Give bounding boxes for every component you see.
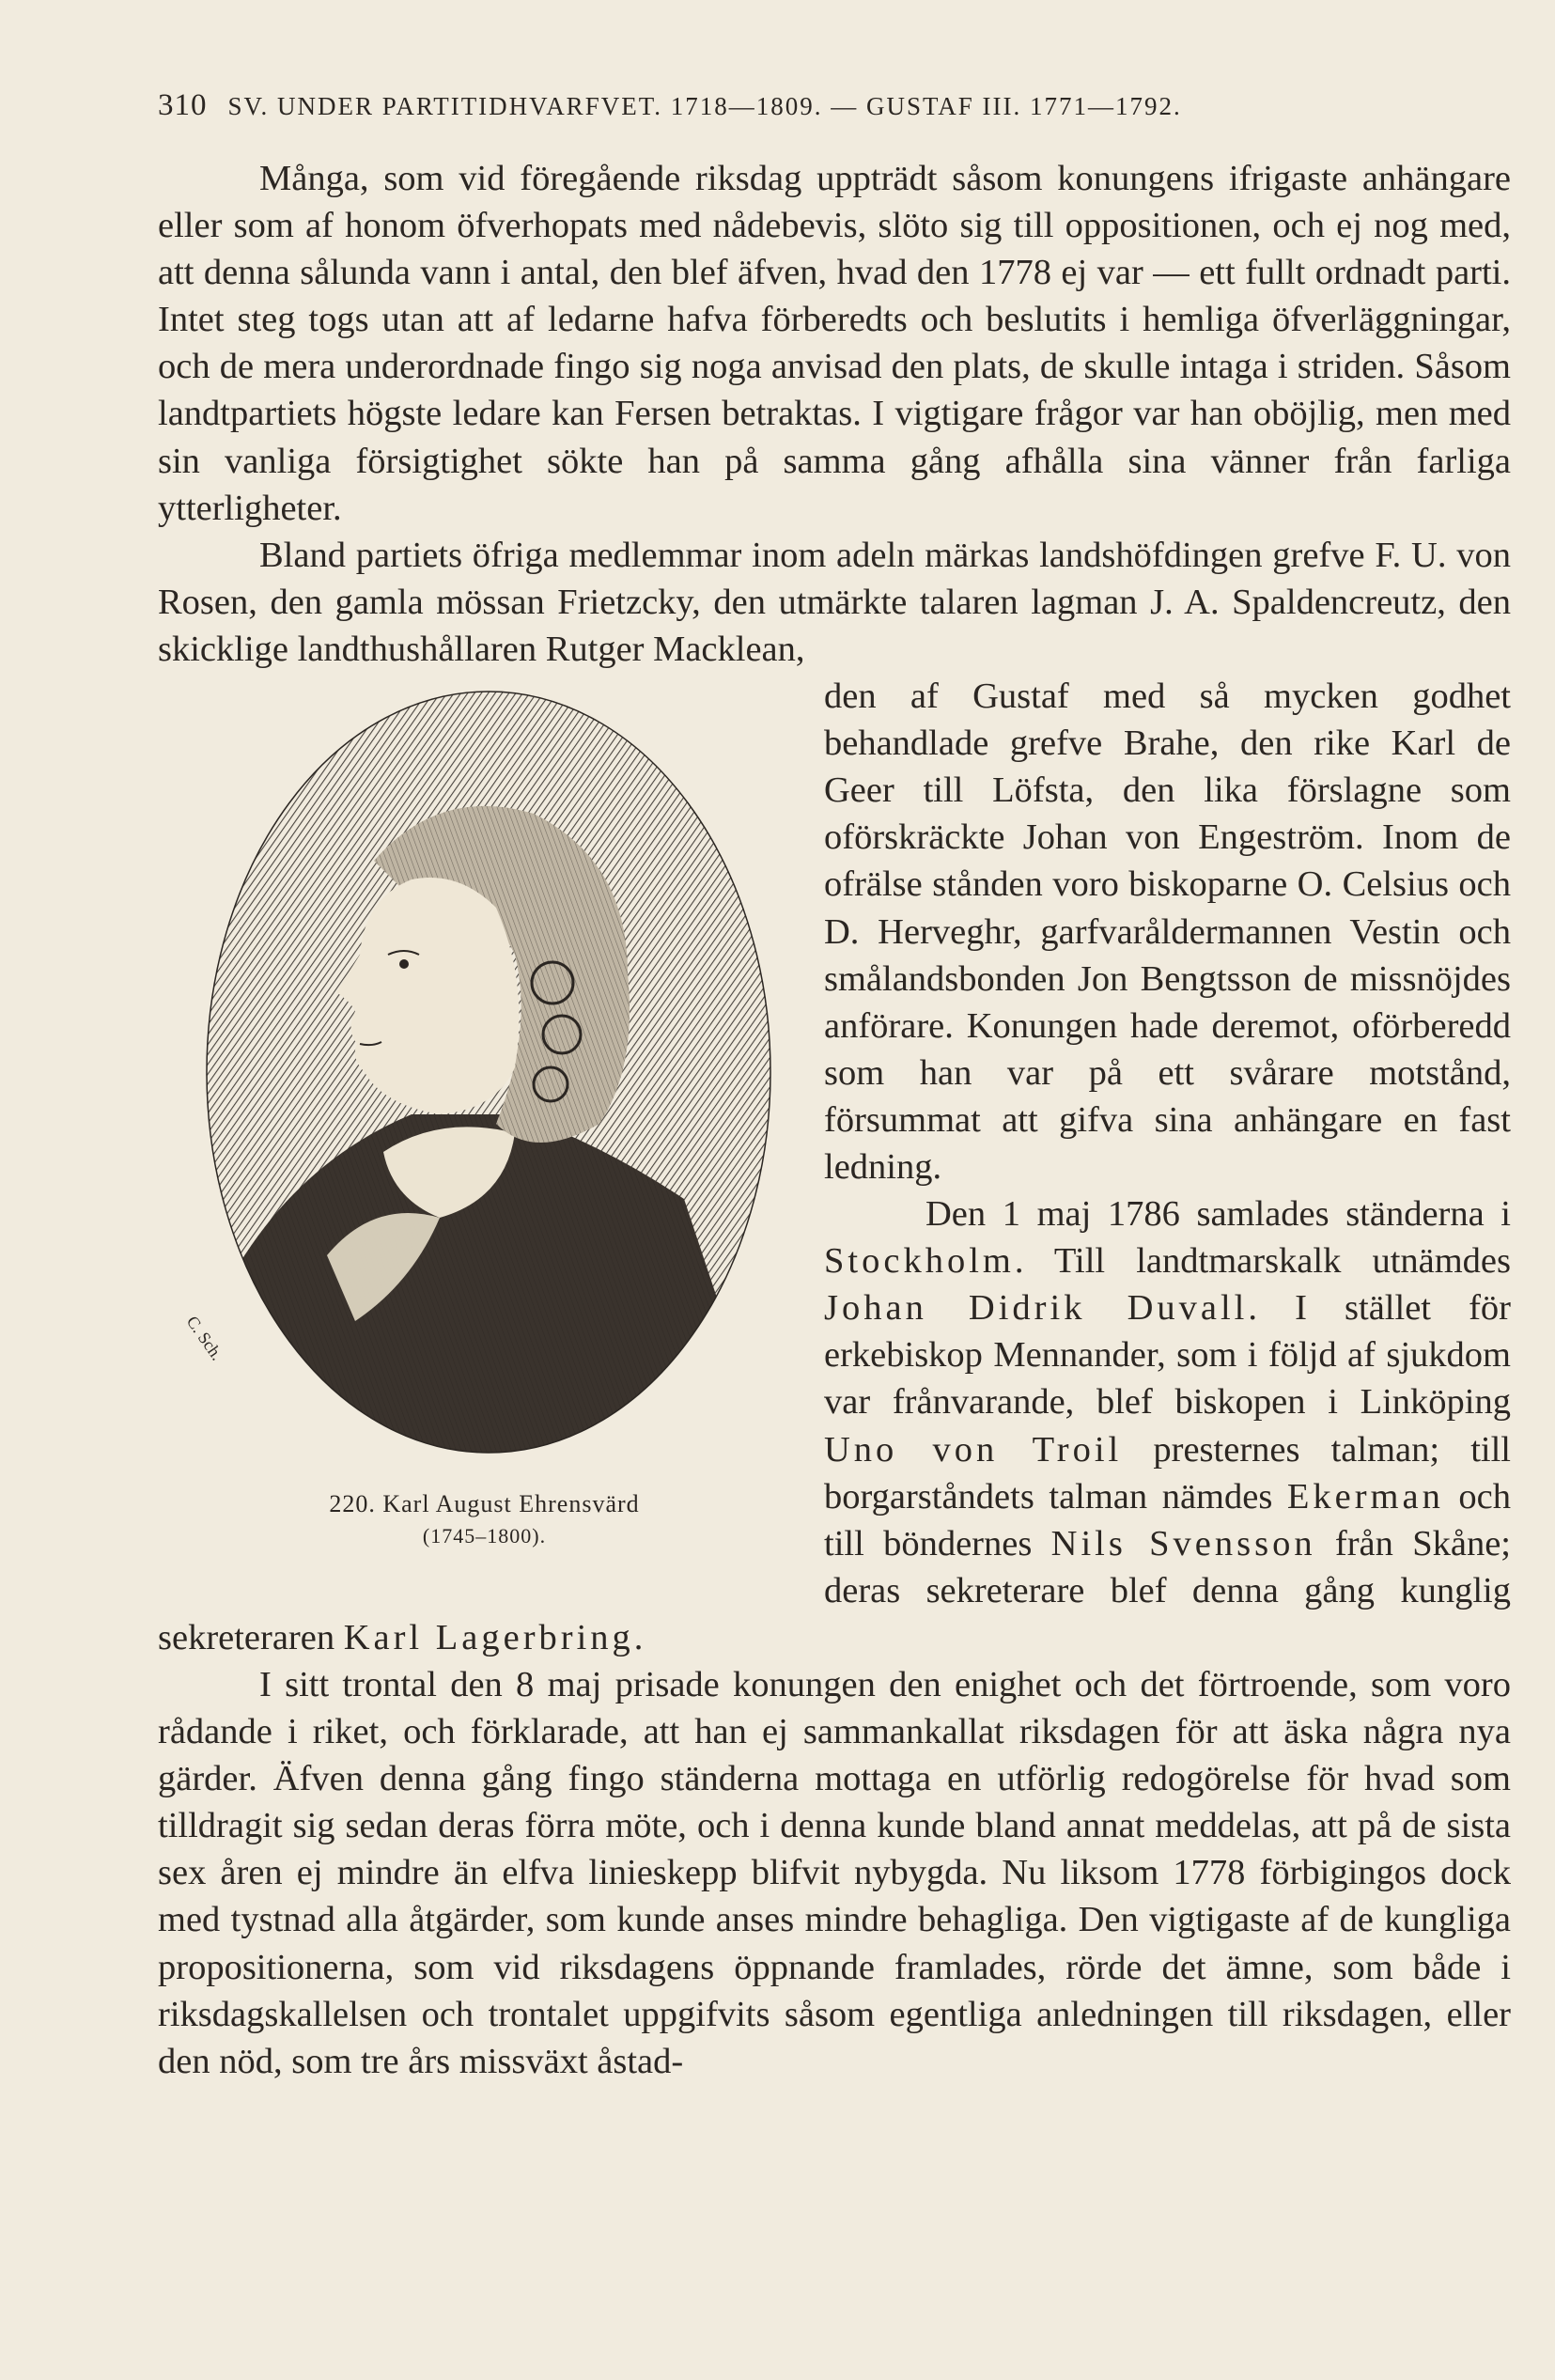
paragraph-1: Många, som vid föregående riksdag uppträdt såsom konungens ifrigaste anhängare eller som af honom öfverhopats med nådebevis, slöto sig till oppositionen, och ej nog med, att denna sålunda vann i antal, den blef äfven, hvad den 1778 ej var — ett fullt ordnadt parti. Intet steg togs utan att af ledarne hafva förberedts och beslutits i hemliga öfverläggningar, och de mera underordnade fingo sig noga anvisad den plats, de skulle intaga i striden. Såsom landtpartiets högste ledare kan Fersen betraktas. I vigtigare frågor var han oböjlig, men med sin vanliga försigtighet sökte han på samma gång afhålla sina vänner från farliga ytterligheter. [158,159,1511,528]
paragraph-3: Den 1 maj 1786 samlades ständerna i Stockholm. Till landtmarskalk utnämdes Johan Didrik Duvall. I stället för erkebiskop Mennander, som i följd af sjukdom var frånvarande, blef biskopen i Linköping Uno von Troil presternes talman; till borgarståndets talman nämdes Ekerman och till böndernes Nils Svensson från Skåne; deras sekreterare blef denna gång kunglig sekreteraren Karl Lagerbring. [158,1194,1511,1657]
caption-text: 220. Karl August Ehrensvärd [329,1490,640,1518]
portrait-engraving [158,673,811,1481]
paragraph-2-start: Bland partiets öfriga medlemmar inom adeln märkas landshöfdingen grefve F. U. von Rosen, den gamla mössan Frietzcky, den utmärkte talaren lagman J. A. Spaldencreutz, den skicklige landthushållaren Rutger Macklean, [158,535,1511,669]
portrait-figure [158,673,811,1586]
caption-dates: (1745–1800). [422,1524,547,1548]
paragraph-4: I sitt trontal den 8 maj prisade konungen den enighet och det förtroende, som voro rådande i riket, och förklarade, att han ej sammankallat riksdagen för att äska några nya gärder. Äfven denna gång fingo ständerna mottaga en utförlig redogörelse för hvad som tilldragit sig sedan deras förra möte, och i denna kunde bland annat meddelas, att på de sista sex åren ej mindre än elfva linieskepp blifvit nybygda. Nu liksom 1778 förbigingos dock med tystnad alla åtgärder, som kunde anses mindre behagliga. Den vigtigaste af de kungliga propositionerna, som vid riksdagens öppnande framlades, rörde det ämne, som både i riksdagskallelsen och trontalet uppgifvits såsom egentliga anledningen till riksdagen, eller den nöd, som tre års missväxt åstad- [158,1665,1511,2081]
figure-caption [158,1488,811,1552]
page-number: 310 [158,88,208,122]
paragraph-2-wrap: den af Gustaf med så mycken godhet behandlade grefve Brahe, den rike Karl de Geer till Löfsta, den lika förslagne som oförskräckte Johan von Engeström. Inom de ofrälse stånden voro biskoparne O. Celsius och D. Herveghr, garfvaråldermannen Vestin och smålandsbonden Jon Bengtsson de missnöjdes anförare. Konungen hade deremot, oförberedd som han var på ett svårare motstånd, försummat att gifva sina anhängare en fast ledning. [824,677,1511,1187]
running-title: SV. UNDER PARTITIDHVARFVET. 1718—1809. — GUSTAF III. 1771—1792. [227,92,1182,120]
main-text [158,155,1511,2085]
running-header [158,88,1511,123]
engraver-mark: C. Sch. [182,1312,227,1364]
